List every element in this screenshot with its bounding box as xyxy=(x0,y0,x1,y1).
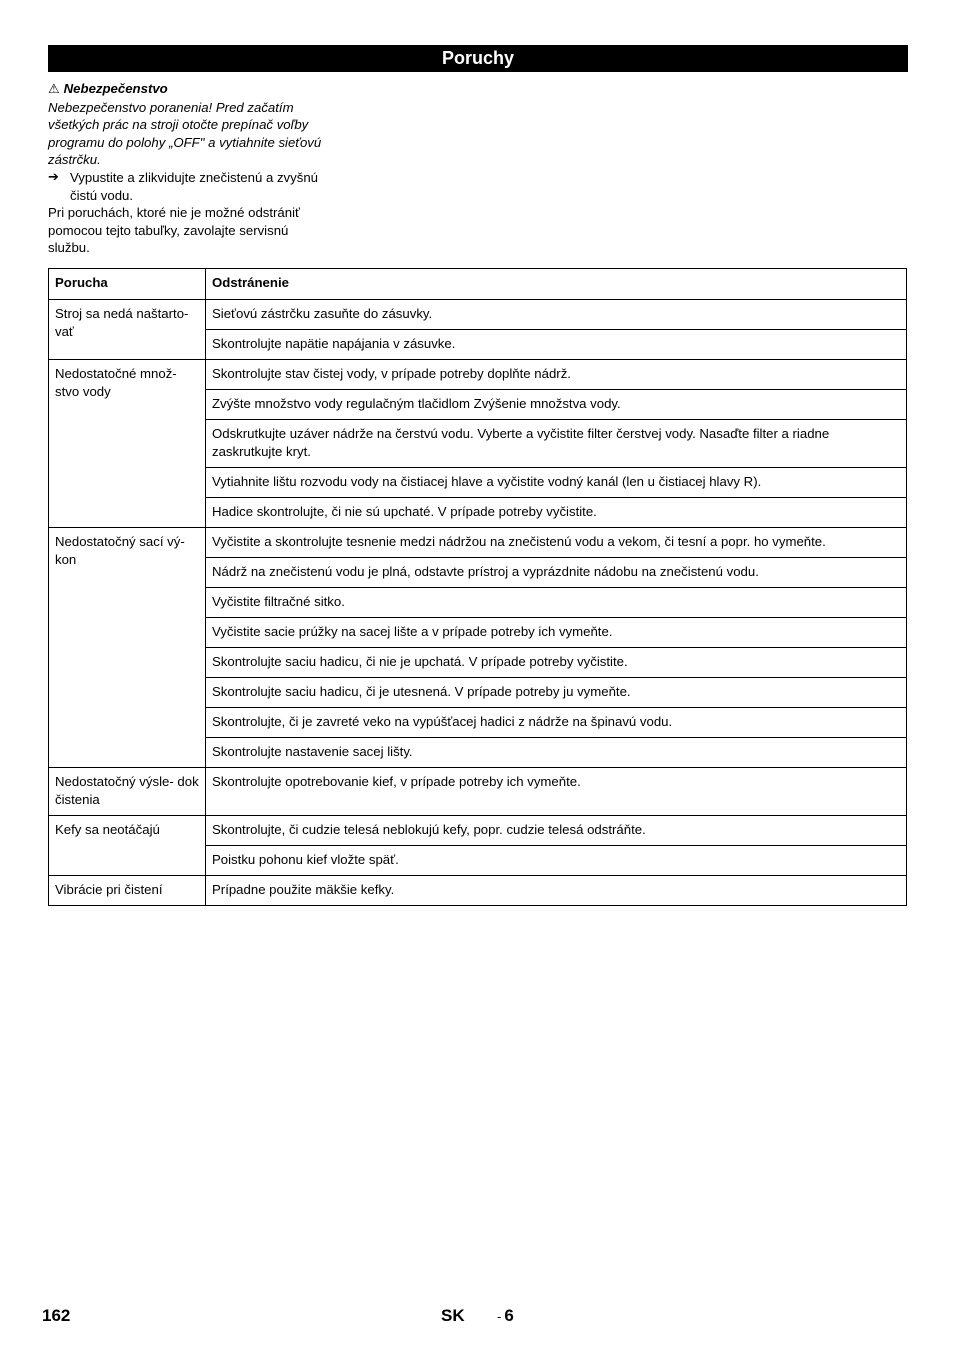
intro-block xyxy=(48,80,333,257)
sub-page-value: 6 xyxy=(504,1306,514,1325)
sub-page-number xyxy=(497,1306,514,1326)
fault-cell: Nedostatočné množ- stvo vody xyxy=(49,360,206,528)
language-code: SK xyxy=(441,1306,465,1325)
remedy-cell: Skontrolujte saciu hadicu, či nie je upchatá. V prípade potreby vyčistite. xyxy=(206,648,907,678)
remedy-cell: Odskrutkujte uzáver nádrže na čerstvú vodu. Vyberte a vyčistite filter čerstvej vody. Nasaďte filter a riadne zaskrutkujte kryt. xyxy=(206,420,907,468)
service-note: Pri poruchách, ktoré nie je možné odstrániť pomocou tejto tabuľky, zavolajte servisnú službu. xyxy=(48,205,300,256)
warning-text: Nebezpečenstvo poranenia! Pred začatím všetkých prác na stroji otočte prepínač voľby programu do polohy „OFF" a vytiahnite sieťovú zástrčku. xyxy=(48,99,322,168)
table-row xyxy=(49,816,907,846)
remedy-cell: Zvýšte množstvo vody regulačným tlačidlom Zvýšenie množstva vody. xyxy=(206,390,907,420)
column-header-fault: Porucha xyxy=(49,269,206,300)
remedy-cell: Skontrolujte napätie napájania v zásuvke. xyxy=(206,330,907,360)
remedy-cell: Vyčistite filtračné sitko. xyxy=(206,588,907,618)
page-number: 162 xyxy=(42,1306,71,1325)
remedy-cell: Skontrolujte stav čistej vody, v prípade potreby doplňte nádrž. xyxy=(206,360,907,390)
remedy-cell: Nádrž na znečistenú vodu je plná, odstavte prístroj a vyprázdnite nádobu na znečistenú vodu. xyxy=(206,558,907,588)
fault-cell: Vibrácie pri čistení xyxy=(49,876,206,906)
warning-triangle-icon: ⚠ xyxy=(48,82,60,97)
remedy-cell: Skontrolujte opotrebovanie kief, v prípade potreby ich vymeňte. xyxy=(206,768,907,816)
column-header-remedy: Odstránenie xyxy=(206,269,907,300)
table-row xyxy=(49,876,907,906)
fault-cell: Stroj sa nedá naštarto- vať xyxy=(49,300,206,360)
remedy-cell: Sieťovú zástrčku zasuňte do zásuvky. xyxy=(206,300,907,330)
fault-cell: Kefy sa neotáčajú xyxy=(49,816,206,876)
remedy-cell: Poistku pohonu kief vložte späť. xyxy=(206,846,907,876)
remedy-cell: Hadice skontrolujte, či nie sú upchaté. V prípade potreby vyčistite. xyxy=(206,498,907,528)
remedy-cell: Skontrolujte nastavenie sacej lišty. xyxy=(206,738,907,768)
warning-heading xyxy=(48,80,333,99)
fault-cell: Nedostatočný výsle- dok čistenia xyxy=(49,768,206,816)
troubleshooting-table xyxy=(48,268,907,906)
remedy-cell: Vytiahnite lištu rozvodu vody na čistiacej hlave a vyčistite vodný kanál (len u čistiacej hlavy R). xyxy=(206,468,907,498)
remedy-cell: Vyčistite a skontrolujte tesnenie medzi nádržou na znečistenú vodu a vekom, či tesní a popr. ho vymeňte. xyxy=(206,528,907,558)
section-title: Poruchy xyxy=(48,45,908,72)
remedy-cell: Vyčistite sacie prúžky na sacej lište a v prípade potreby ich vymeňte. xyxy=(206,618,907,648)
remedy-cell: Skontrolujte, či cudzie telesá neblokujú kefy, popr. cudzie telesá odstráňte. xyxy=(206,816,907,846)
sub-page-dash: - xyxy=(497,1309,502,1324)
table-row xyxy=(49,528,907,558)
arrow-right-icon: ➔ xyxy=(48,169,59,185)
remedy-cell: Skontrolujte, či je zavreté veko na vypúšťacej hadici z nádrže na špinavú vodu. xyxy=(206,708,907,738)
remedy-cell: Prípadne použite mäkšie kefky. xyxy=(206,876,907,906)
warning-title: Nebezpečenstvo xyxy=(63,81,168,96)
remedy-cell: Skontrolujte saciu hadicu, či je utesnená. V prípade potreby ju vymeňte. xyxy=(206,678,907,708)
table-row xyxy=(49,360,907,390)
table-row xyxy=(49,768,907,816)
step-text: Vypustite a zlikvidujte znečistenú a zvyšnú čistú vodu. xyxy=(70,169,318,203)
fault-cell: Nedostatočný sací vý- kon xyxy=(49,528,206,768)
table-row xyxy=(49,300,907,330)
instruction-step xyxy=(48,169,333,204)
